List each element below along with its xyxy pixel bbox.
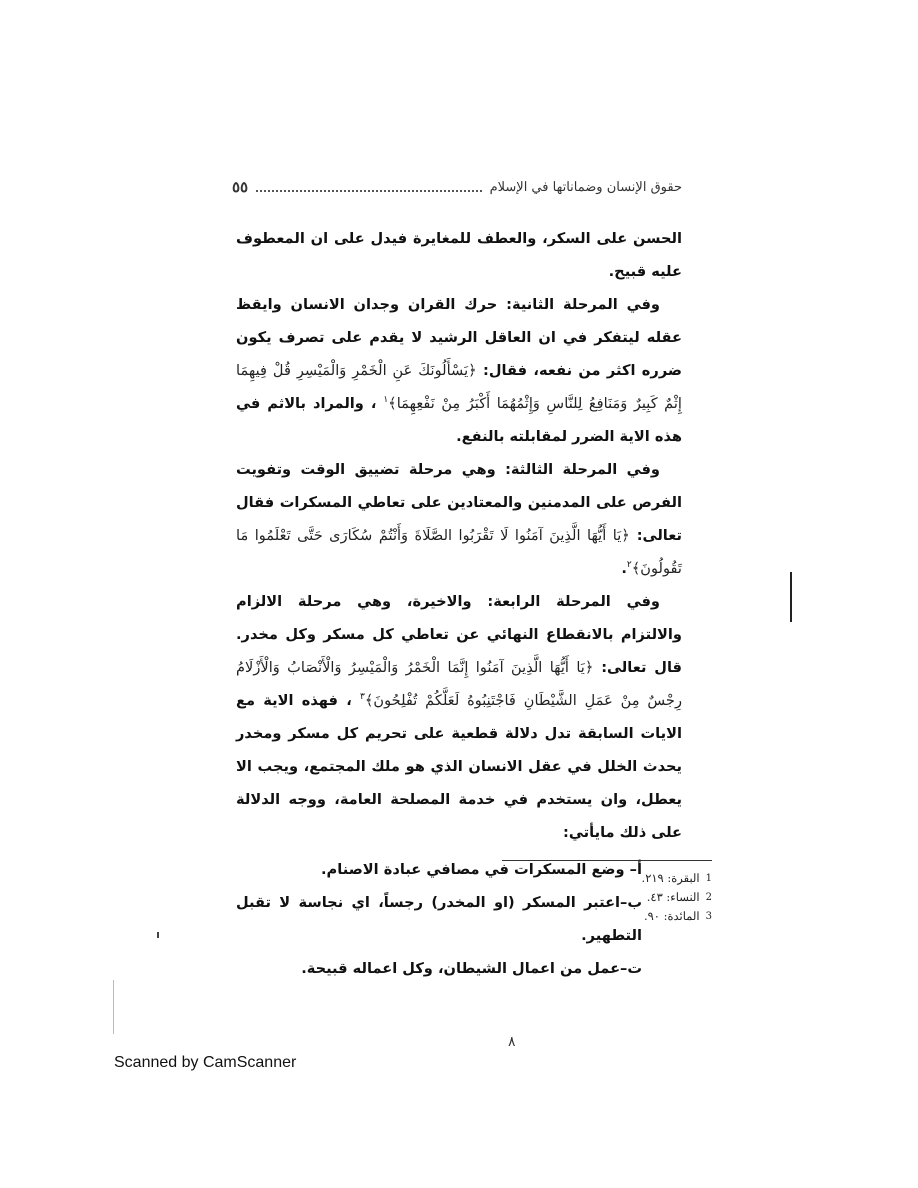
list-item: ب–اعتبر المسكر (او المخدر) رجساً، اي نجاسة لا تقبل التطهير. bbox=[236, 894, 642, 944]
footnote bbox=[502, 869, 712, 888]
footnote-number: 1 bbox=[705, 873, 712, 884]
footnote bbox=[502, 888, 712, 907]
footnote-number: 2 bbox=[705, 892, 712, 903]
footnote bbox=[502, 907, 712, 926]
paragraph-2 bbox=[236, 288, 682, 453]
header-title: حقوق الإنسان وضماناتها في الإسلام bbox=[489, 179, 682, 195]
list-item: ت–عمل من اعمال الشيطان، وكل اعماله قبيحة. bbox=[301, 960, 642, 977]
paragraph-2-intro: وفي المرحلة الثانية: حرك القران وجدان الانسان وايقظ عقله ليتفكر في ان العاقل الرشيد لا يقدم على تصرف يكون ضرره اكثر من نفعه، فقال: bbox=[236, 296, 682, 379]
footnote-text: المائدة: ٩٠. bbox=[643, 909, 700, 923]
quran-verse-nisa: ﴿يَا أَيُّهَا الَّذِينَ آمَنُوا لَا تَقْرَبُوا الصَّلَاةَ وَأَنْتُمْ سُكَارَى حَتَّى تَعْلَمُوا مَا تَقُولُونَ﴾ bbox=[236, 527, 682, 577]
page-mark: ٨ bbox=[508, 1034, 516, 1050]
paragraph-4 bbox=[236, 585, 682, 849]
paragraph-4-end: ، فهذه الاية مع الايات السابقة تدل دلالة قطعية على تحريم كل مسكر ومخدر يحدث الخلل في عقل الانسان الذي هو ملك المجتمع، ويجب الا يعطل، وان يستخدم في خدمة المصلحة العامة، ووجه الدلالة على ذلك مايأتي: bbox=[236, 692, 682, 841]
footnote-text: النساء: ٤٣. bbox=[646, 890, 700, 904]
paragraph-4-intro: وفي المرحلة الرابعة: والاخيرة، وهي مرحلة الالزام والالتزام بالانقطاع النهائي عن تعاطي كل مسكر وكل مخدر. قال تعالى: bbox=[236, 593, 682, 676]
scanner-watermark: Scanned by CamScanner bbox=[114, 1054, 297, 1071]
running-header bbox=[232, 176, 682, 198]
paragraph-3 bbox=[236, 453, 682, 585]
header-dot-leader bbox=[256, 182, 481, 192]
quran-verse-maidah: ﴿يَا أَيُّهَا الَّذِينَ آمَنُوا إِنَّمَا الْخَمْرُ وَالْمَيْسِرُ وَالْأَنْصَابُ وَالْأَزْلَامُ رِجْسٌ مِنْ عَمَلِ الشَّيْطَانِ فَاجْتَنِبُوهُ لَعَلَّكُمْ تُفْلِحُونَ﴾ bbox=[236, 659, 683, 709]
footnote-number: 3 bbox=[705, 911, 712, 922]
footnote-text: البقرة: ٢١٩. bbox=[641, 871, 700, 885]
footnote-ref-3: ٣ bbox=[360, 692, 365, 703]
paragraph-3-intro: وفي المرحلة الثالثة: وهي مرحلة تضييق الوقت وتفويت الفرص على المدمنين والمعتادين على تعاطي المسكرات فقال تعالى: bbox=[236, 461, 682, 544]
scan-artifact-line bbox=[790, 572, 792, 622]
header-page-number: ٥٥ bbox=[232, 178, 249, 196]
quran-verse-baqarah: ﴿يَسْأَلُونَكَ عَنِ الْخَمْرِ وَالْمَيْسِرِ قُلْ فِيهِمَا إِثْمٌ كَبِيرٌ وَمَنَافِعُ لِلنَّاسِ وَإِثْمُهُمَا أَكْبَرُ مِنْ نَفْعِهِمَا﴾ bbox=[236, 362, 682, 412]
footnote-ref-2: ٢ bbox=[626, 560, 632, 571]
list-item: أ– وضع المسكرات في مصافي عبادة الاصنام. bbox=[321, 861, 642, 878]
paragraph-1: الحسن على السكر، والعطف للمغايرة فيدل على ان المعطوف عليه قبيح. bbox=[236, 230, 682, 280]
scan-artifact-dot bbox=[157, 932, 159, 938]
paragraph-3-end: . bbox=[621, 560, 627, 577]
paragraph-2-end: ، والمراد بالاثم في هذه الاية الضرر لمقابلته بالنفع. bbox=[236, 395, 682, 445]
scan-artifact-line bbox=[113, 980, 114, 1034]
footnotes bbox=[502, 860, 712, 926]
footnote-ref-1: ١ bbox=[383, 395, 389, 406]
